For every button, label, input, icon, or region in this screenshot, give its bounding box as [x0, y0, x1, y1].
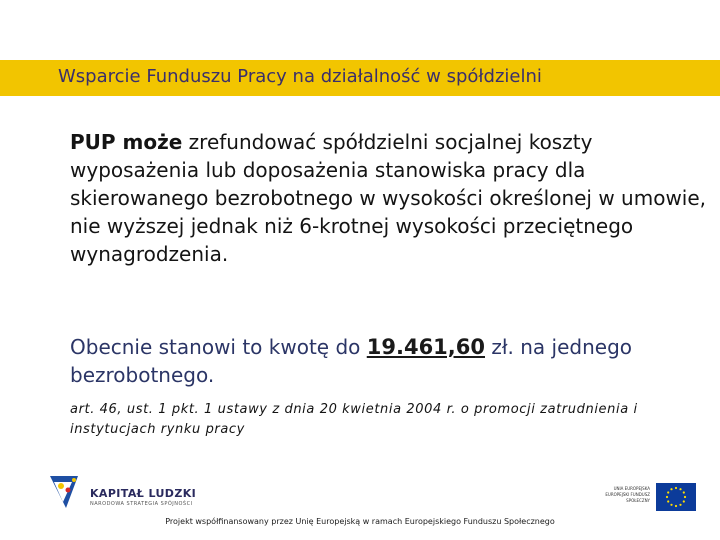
amount-suffix: zł. na jednego bezrobotnego. — [70, 335, 633, 387]
amount-paragraph — [70, 333, 700, 389]
amount-value: 19.461,60 — [366, 335, 485, 359]
eu-logo-text: UNIA EUROPEJSKA EUROPEJSKI FUNDUSZ SPOŁECZNY — [605, 486, 650, 503]
main-paragraph — [70, 128, 710, 268]
main-paragraph-bold: PUP może — [70, 130, 183, 154]
logo-left-subtitle: NARODOWA STRATEGIA SPÓJNOŚCI — [90, 501, 193, 507]
main-paragraph-text: zrefundować spółdzielni socjalnej koszty wyposażenia lub doposażenia stanowiska pracy dla skierowanego bezrobotnego w wysokości określonej w umowie, nie wyższej jednak niż 6-krotnej wysokości przeciętnego wynagrodzenia. — [70, 130, 707, 266]
footer-note: Projekt współfinansowany przez Unię Europejską w ramach Europejskiego Funduszu Społecznego — [165, 517, 555, 526]
amount-prefix: Obecnie stanowi to kwotę do — [70, 335, 367, 359]
legal-reference: art. 46, ust. 1 pkt. 1 ustawy z dnia 20 kwietnia 2004 r. o promocji zatrudnienia i instytucjach rynku pracy — [70, 402, 638, 437]
kapital-ludzki-logo-icon — [48, 472, 84, 512]
logo-left-name: KAPITAŁ LUDZKI — [90, 487, 197, 500]
eu-flag-icon — [656, 483, 696, 511]
slide-title: Wsparcie Funduszu Pracy na działalność w spółdzielni — [58, 66, 542, 87]
